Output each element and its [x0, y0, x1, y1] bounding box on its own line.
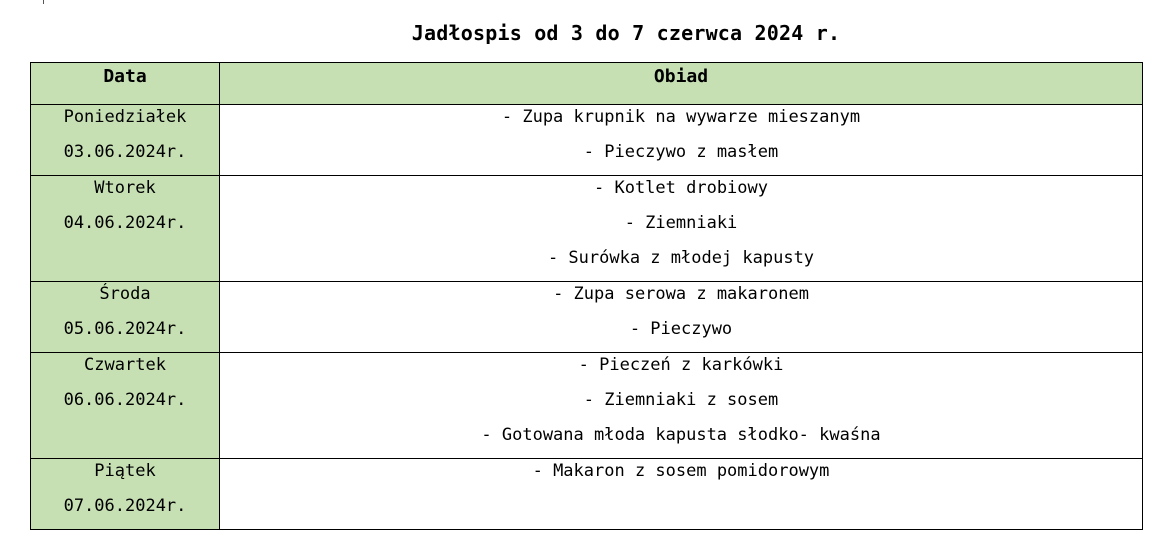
day-name: Wtorek [94, 178, 156, 198]
page-corner-mark [43, 0, 44, 4]
meal-item: - Ziemniaki z sosem [583, 390, 779, 410]
meal-cell [220, 282, 1143, 353]
day-date: 03.06.2024r. [63, 142, 187, 162]
day-date: 04.06.2024r. [63, 213, 187, 233]
menu-table [30, 62, 1143, 530]
meal-item: - Pieczeń z karkówki [578, 355, 784, 375]
meal-cell [220, 353, 1143, 459]
day-date: 06.06.2024r. [63, 390, 187, 410]
meal-item: - Makaron z sosem pomidorowym [532, 461, 830, 481]
table-row [31, 459, 1143, 530]
meal-item: - Surówka z młodej kapusty [547, 248, 815, 268]
table-row [31, 105, 1143, 176]
date-cell [31, 282, 220, 353]
day-date: 07.06.2024r. [63, 496, 187, 516]
meal-cell [220, 459, 1143, 530]
day-name: Czwartek [84, 355, 166, 375]
meal-cell [220, 105, 1143, 176]
day-date: 05.06.2024r. [63, 319, 187, 339]
meal-item: - Zupa krupnik na wywarze mieszanym [501, 107, 861, 127]
day-name: Środa [99, 284, 151, 304]
table-row [31, 282, 1143, 353]
meal-item: - Kotlet drobiowy [594, 178, 768, 198]
date-cell [31, 459, 220, 530]
meal-item: - Pieczywo [629, 319, 733, 339]
document-title: Jadłospis od 3 do 7 czerwca 2024 r. [411, 21, 841, 45]
date-cell [31, 353, 220, 459]
date-cell [31, 176, 220, 282]
table-row [31, 176, 1143, 282]
date-cell [31, 105, 220, 176]
day-name: Piątek [94, 461, 156, 481]
table-row [31, 353, 1143, 459]
meal-item: - Gotowana młoda kapusta słodko- kwaśna [481, 425, 881, 445]
meal-item: - Ziemniaki [624, 213, 738, 233]
header-date: Data [31, 63, 220, 105]
table-header-row [31, 63, 1143, 105]
day-name: Poniedziałek [63, 107, 187, 127]
meal-item: - Zupa serowa z makaronem [553, 284, 809, 304]
header-meal: Obiad [220, 63, 1143, 105]
meal-item: - Pieczywo z masłem [583, 142, 779, 162]
meal-cell [220, 176, 1143, 282]
